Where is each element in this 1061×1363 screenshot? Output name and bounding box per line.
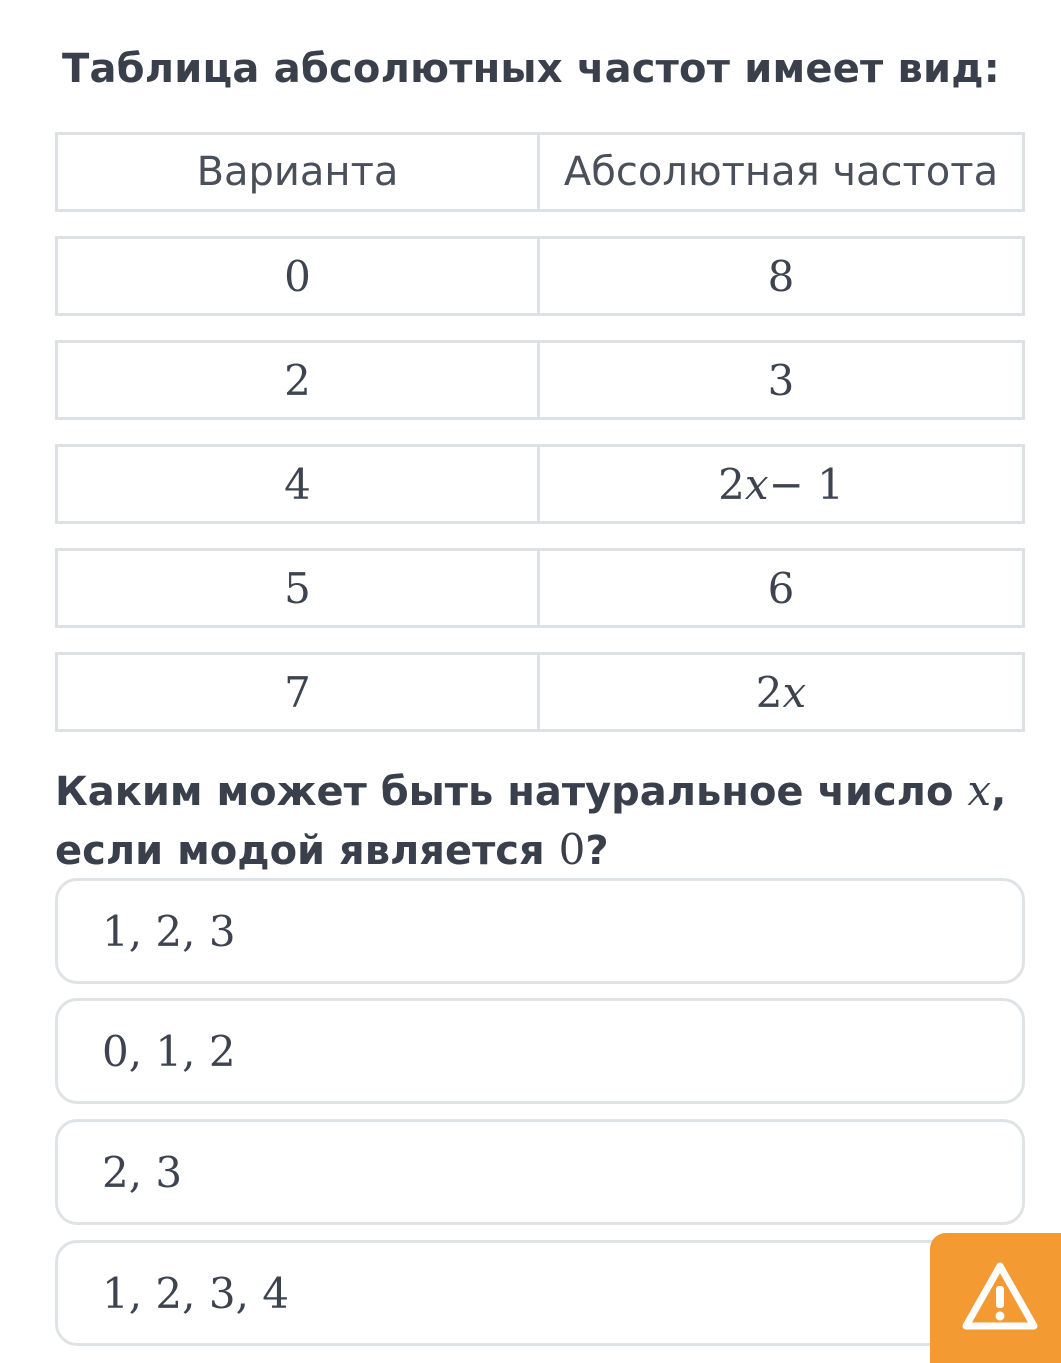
question-part: , bbox=[991, 769, 1007, 815]
table-row bbox=[55, 548, 1025, 628]
warning-triangle-icon bbox=[960, 1260, 1040, 1336]
cell-frequency: 6 bbox=[767, 563, 795, 613]
answer-option[interactable]: 1, 2, 3, 4 bbox=[55, 1240, 1025, 1346]
report-button[interactable] bbox=[930, 1233, 1061, 1363]
cell-frequency: 3 bbox=[767, 355, 795, 405]
cell-variant: 0 bbox=[58, 239, 540, 313]
question-variable: x bbox=[967, 766, 992, 815]
answer-option[interactable]: 2, 3 bbox=[55, 1119, 1025, 1225]
header-frequency: Абсолютная частота bbox=[563, 149, 999, 195]
question-part: Каким может быть натуральное число bbox=[55, 769, 954, 815]
question-mode-value: 0 bbox=[558, 825, 586, 874]
cell-variant: 2 bbox=[58, 343, 540, 417]
cell-variant: 4 bbox=[58, 447, 540, 521]
cell-frequency: 2 x bbox=[755, 667, 807, 717]
answer-option[interactable]: 0, 1, 2 bbox=[55, 998, 1025, 1104]
cell-variant: 5 bbox=[58, 551, 540, 625]
question-text bbox=[55, 762, 1015, 880]
cell-frequency: 2 x − 1 bbox=[718, 459, 844, 509]
table-row bbox=[55, 444, 1025, 524]
header-variant: Варианта bbox=[58, 135, 540, 209]
task-title: Таблица абсолютных частот имеет вид: bbox=[62, 46, 1000, 92]
question-part: если модой является bbox=[55, 828, 545, 874]
question-part: ? bbox=[585, 828, 609, 874]
cell-frequency: 8 bbox=[767, 251, 795, 301]
cell-variant: 7 bbox=[58, 655, 540, 729]
answer-option[interactable]: 1, 2, 3 bbox=[55, 878, 1025, 984]
table-row bbox=[55, 340, 1025, 420]
table-row bbox=[55, 652, 1025, 732]
table-row bbox=[55, 236, 1025, 316]
table-header bbox=[55, 132, 1025, 212]
